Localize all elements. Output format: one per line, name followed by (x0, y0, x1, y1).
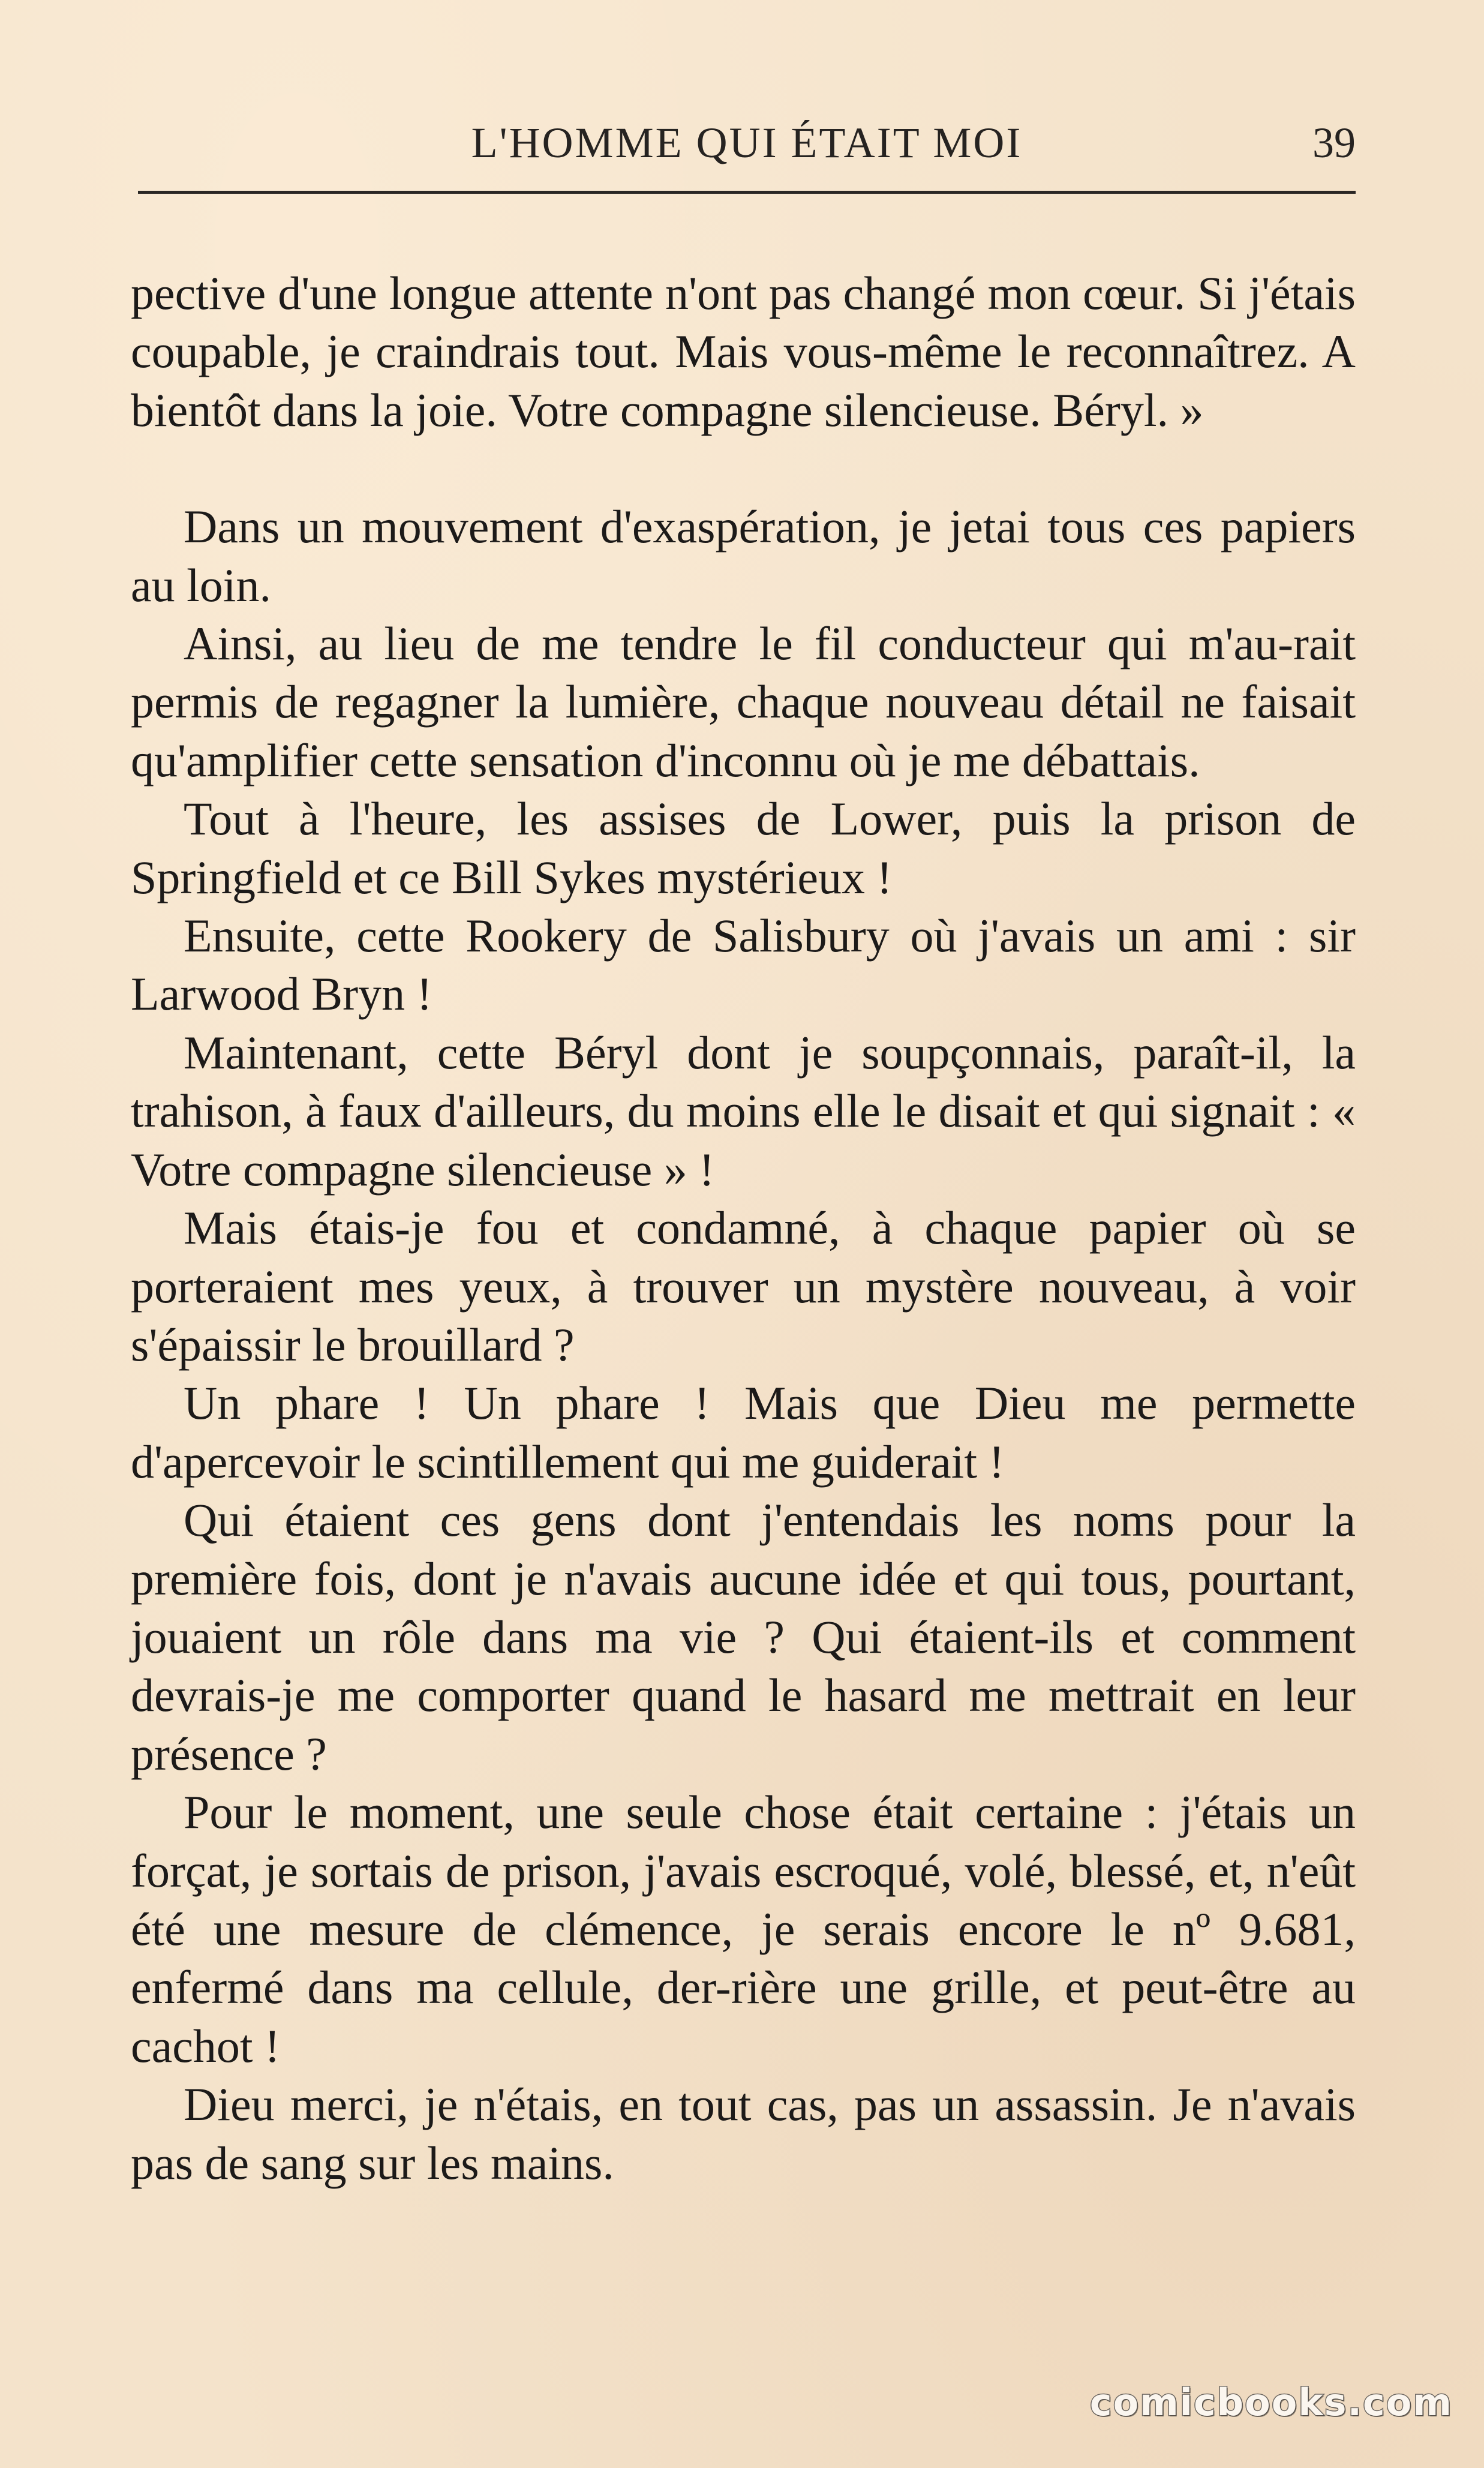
paragraph-9: Qui étaient ces gens dont j'entendais les noms pour la première fois, dont je n'avais aucune idée et qui tous, pourtant, jouaient un rôle dans ma vie ? Qui étaient-ils et comment devrais-je me comporter quand le hasard me mettrait en leur présence ? (131, 1494, 1356, 1780)
paragraph-8: Un phare ! Un phare ! Mais que Dieu me permette d'apercevoir le scintillement qui me guiderait ! (131, 1377, 1356, 1488)
header-rule (138, 191, 1356, 194)
body-text (131, 264, 1356, 2192)
paragraph-3: Ainsi, au lieu de me tendre le fil conducteur qui m'au-rait permis de regagner la lumière, chaque nouveau détail ne faisait qu'amplifier cette sensation d'inconnu où je me débattais. (131, 617, 1356, 786)
watermark: comicbooks.com (1089, 2380, 1453, 2424)
paragraph-2: Dans un mouvement d'exaspération, je jetai tous ces papiers au loin. (131, 500, 1356, 611)
paragraph-6: Maintenant, cette Béryl dont je soupçonnais, paraît-il, la trahison, à faux d'ailleurs, du moins elle le disait et qui signait : « Votre compagne silencieuse » ! (131, 1026, 1356, 1196)
paragraph-4: Tout à l'heure, les assises de Lower, puis la prison de Springfield et ce Bill Sykes mystérieux ! (131, 792, 1356, 903)
running-title: L'HOMME QUI ÉTAIT MOI (471, 119, 1023, 167)
running-head (138, 114, 1356, 180)
page-number: 39 (1312, 119, 1356, 167)
paragraph-1: pective d'une longue attente n'ont pas changé mon cœur. Si j'étais coupable, je craindrais tout. Mais vous-même le reconnaîtrez. A bientôt dans la joie. Votre compagne silencieuse. Béryl. » (131, 267, 1356, 436)
paragraph-5: Ensuite, cette Rookery de Salisbury où j'avais un ami : sir Larwood Bryn ! (131, 909, 1356, 1020)
paragraph-7: Mais étais-je fou et condamné, à chaque papier où se porteraient mes yeux, à trouver un mystère nouveau, à voir s'épaissir le brouillard ? (131, 1202, 1356, 1371)
paragraph-10: Pour le moment, une seule chose était certaine : j'étais un forçat, je sortais de prison, j'avais escroqué, volé, blessé, et, n'eût été une mesure de clémence, je serais encore le nº 9.681, enfermé dans ma cellule, der-rière une grille, et peut-être au cachot ! (131, 1786, 1356, 2072)
paragraph-11: Dieu merci, je n'étais, en tout cas, pas un assassin. Je n'avais pas de sang sur les mains. (131, 2078, 1356, 2189)
